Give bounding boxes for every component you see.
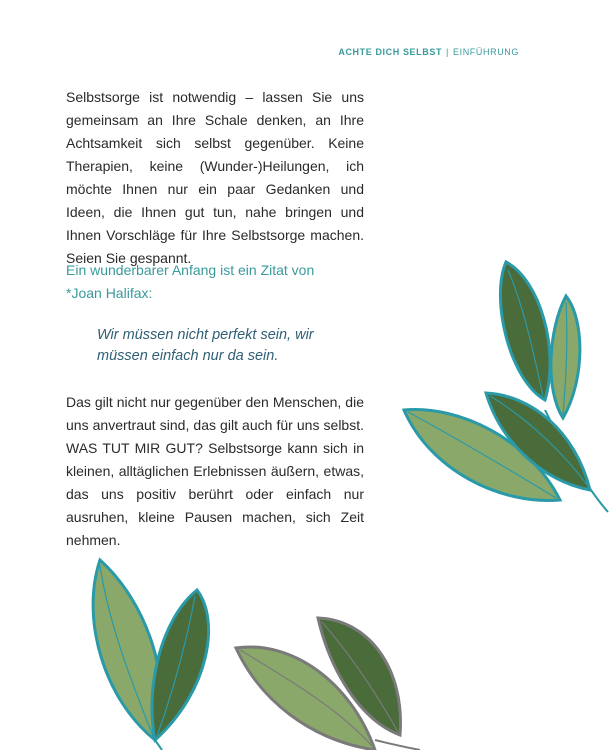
intro-line-2: *Joan Halifax: [66,285,153,301]
paragraph-selbstsorge: Selbstsorge ist notwendig – lassen Sie uns gemeinsam an Ihre Schale denken, an Ihre Achtsamkeit sich selbst gegenüber. Keine Therapien, keine (Wunder-)Heilungen, ich möchte Ihnen nur ein paar Gedanken und Ideen, die Ihnen gut tun, nahe bringen und Ihnen Vorschläge für Ihre Selbstsorge machen. Seien Sie gespannt. [66,89,364,266]
intro-line-1: Ein wunderbarer Anfang ist ein Zitat von [66,262,315,278]
leaf-right-top-1 [500,262,550,400]
leaf-left-2 [152,590,209,740]
header-chapter: ACHTE DICH SELBST [338,47,443,57]
leaf-branch-left [93,560,208,750]
header-separator: | [446,47,449,57]
leaf-branch-bottom [236,618,420,750]
quote-line-1: Wir müssen nicht perfekt sein, wir [97,327,314,343]
branch-stem-left [155,740,162,750]
leaf-branch-right [404,262,608,512]
header-section: EINFÜHRUNG [453,47,519,57]
paragraph-was-tut-mir-gut: Das gilt nicht nur gegenüber den Menschen, die uns anvertraut sind, das gilt auch für uns selbst. WAS TUT MIR GUT? Selbstsorge kann sich in kleinen, alltäglichen Erlebnissen äußern, etwas, das uns positiv berührt oder einfach nur ausruhen, kleine Pausen machen, sich Zeit nehmen. [66,394,364,548]
branch-stem-bottom [375,740,420,750]
leaf-right-top-2 [551,296,580,418]
quote-line-2: müssen einfach nur da sein. [97,348,279,364]
